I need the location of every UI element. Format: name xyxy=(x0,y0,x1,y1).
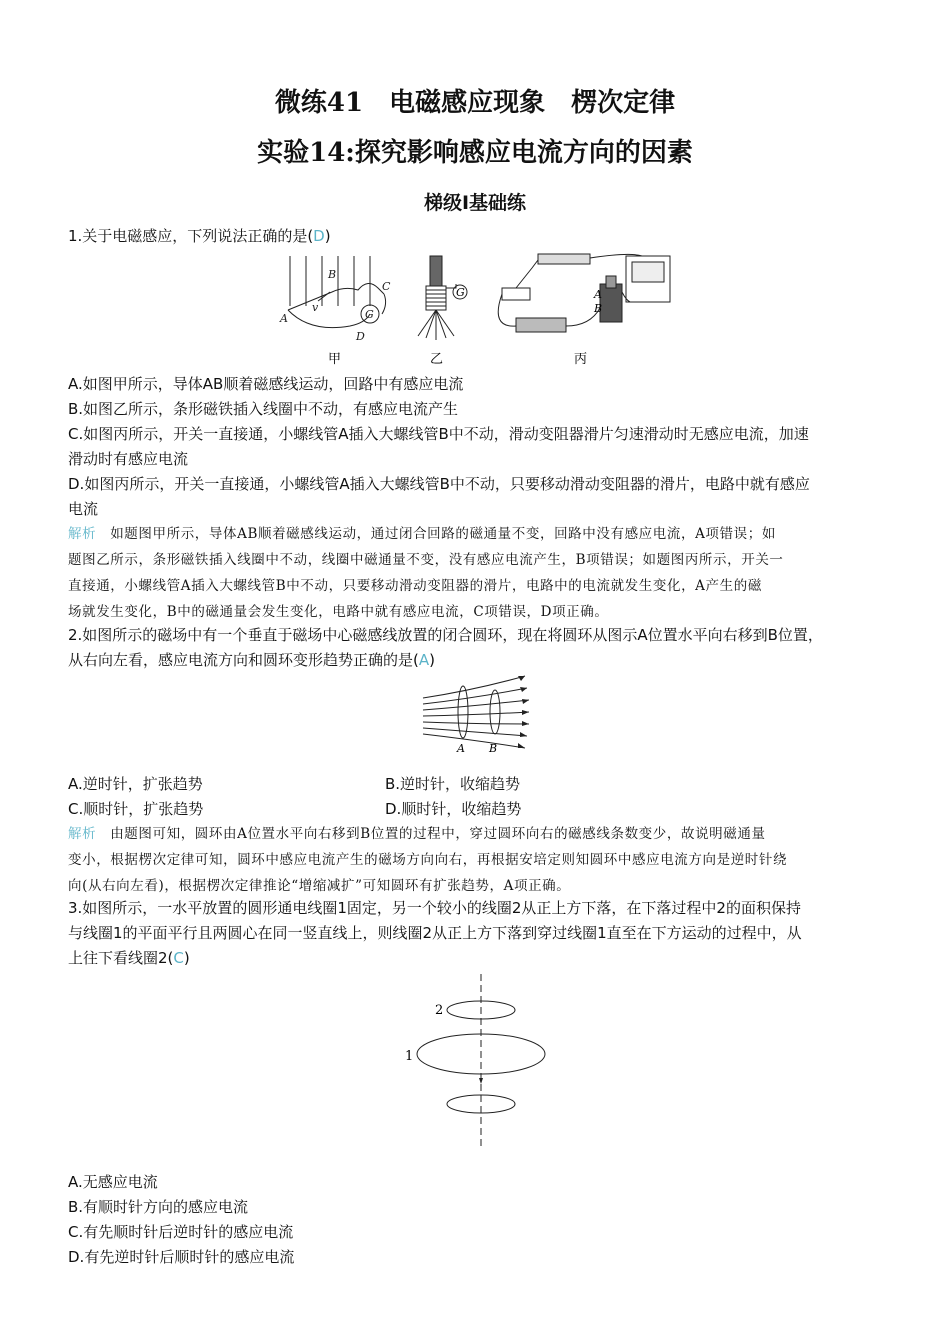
caption-jia: 甲 xyxy=(328,352,342,367)
q3-stem-line3: 上往下看线圈2(C) xyxy=(68,949,190,967)
q1-option-b: B.如图乙所示，条形磁铁插入线圈中不动，有感应电流产生 xyxy=(68,400,459,418)
q1-option-a: A.如图甲所示，导体AB顺着磁感线运动，回路中有感应电流 xyxy=(68,375,464,393)
q3-option-c: C.有先顺时针后逆时针的感应电流 xyxy=(68,1223,294,1241)
q1-option-d-line1: D.如图丙所示，开关一直接通，小螺线管A插入大螺线管B中不动，只要移动滑动变阻器的滑片，电路中就有感应 xyxy=(68,475,810,493)
q3-option-b: B.有顺时针方向的感应电流 xyxy=(68,1198,249,1216)
q3-stem-line2: 与线圈1的平面平行且两圆心在同一竖直线上，则线圈2从正上方下落到穿过线圈1直至在下方运动的过程中，从 xyxy=(68,924,802,942)
q1-answer: D xyxy=(313,227,325,245)
label-g-yi: G xyxy=(456,286,465,299)
q1-analysis-line2: 题图乙所示，条形磁铁插入线圈中不动，线圈中磁通量不变，没有感应电流产生，B项错误；如题图丙所示，开关一 xyxy=(68,552,784,568)
q3-option-d: D.有先逆时针后顺时针的感应电流 xyxy=(68,1248,295,1266)
current-arrow xyxy=(479,1078,483,1084)
q2-analysis-line1: 解析 由题图可知，圆环由A位置水平向右移到B位置的过程中，穿过圆环向右的磁感线条数变少，故说明磁通量 xyxy=(68,826,766,842)
page-subtitle: 实验14:探究影响感应电流方向的因素 xyxy=(257,138,693,168)
caption-yi: 乙 xyxy=(430,352,444,367)
analysis-label: 解析 xyxy=(68,526,97,542)
q2-option-d: D.顺时针，收缩趋势 xyxy=(385,800,522,818)
figure-bing xyxy=(498,254,670,332)
q1-option-c-line1: C.如图丙所示，开关一直接通，小螺线管A插入大螺线管B中不动，滑动变阻器滑片匀速滑动时无感应电流，加速 xyxy=(68,425,809,443)
caption-bing: 丙 xyxy=(574,352,588,367)
q3-stem-line1: 3.如图所示，一水平放置的圆形通电线圈1固定，另一个较小的线圈2从正上方下落，在下落过程中2的面积保持 xyxy=(68,899,801,917)
q2-answer: A xyxy=(418,651,430,669)
page-title: 微练41 电磁感应现象 楞次定律 xyxy=(274,88,676,118)
q2-stem-line2: 从右向左看，感应电流方向和圆环变形趋势正确的是(A) xyxy=(68,651,435,669)
field-arrows xyxy=(518,676,529,748)
label-b-bing: B xyxy=(594,302,603,315)
analysis-label: 解析 xyxy=(68,826,97,842)
q2-analysis-line2: 变小，根据楞次定律可知，圆环中感应电流产生的磁场方向向右，再根据安培定则知圆环中感应电流方向是逆时针绕 xyxy=(68,852,788,868)
label-a-bing: A xyxy=(594,288,602,301)
label-coil-1: 1 xyxy=(405,1049,414,1064)
label-coil-2: 2 xyxy=(435,1003,444,1018)
q1-analysis-line1: 解析 如题图甲所示，导体AB顺着磁感线运动，通过闭合回路的磁通量不变，回路中没有感应电流，A项错误；如 xyxy=(68,526,776,542)
svg-text:B: B xyxy=(328,268,337,281)
q1-stem: 1.关于电磁感应，下列说法正确的是(D) xyxy=(68,227,331,245)
q2-option-b: B.逆时针，收缩趋势 xyxy=(385,775,521,793)
svg-text:D: D xyxy=(356,330,365,343)
svg-text:v: v xyxy=(312,301,319,314)
svg-text:G: G xyxy=(365,308,374,321)
q3-figure xyxy=(395,970,565,1148)
q1-analysis-line4: 场就发生变化，B中的磁通量会发生变化，电路中就有感应电流，C项错误，D项正确。 xyxy=(68,604,609,620)
svg-text:A: A xyxy=(280,312,288,325)
label-b: B xyxy=(489,742,498,755)
coil-drawing xyxy=(417,974,545,1146)
level-heading: 梯级Ⅰ基础练 xyxy=(423,192,527,214)
q1-option-d-line2: 电流 xyxy=(68,500,99,518)
q1-option-c-line2: 滑动时有感应电流 xyxy=(68,450,189,468)
label-a: A xyxy=(457,742,465,755)
svg-text:C: C xyxy=(382,280,391,293)
q2-figure xyxy=(415,668,545,758)
q2-stem-line1: 2.如图所示的磁场中有一个垂直于磁场中心磁感线放置的闭合圆环，现在将圆环从图示A位置水平向右移到B位置， xyxy=(68,626,823,644)
q2-analysis-line3: 向(从右向左看)，根据楞次定律推论“增缩减扩”可知圆环有扩张趋势，A项正确。 xyxy=(68,878,571,894)
q3-answer: C xyxy=(173,949,184,967)
q1-figure xyxy=(270,248,690,370)
q2-option-c: C.顺时针，扩张趋势 xyxy=(68,800,204,818)
q2-option-a: A.逆时针，扩张趋势 xyxy=(68,775,203,793)
q3-option-a: A.无感应电流 xyxy=(68,1173,158,1191)
q1-analysis-line3: 直接通，小螺线管A插入大螺线管B中不动，只要移动滑动变阻器的滑片，电路中的电流就发生变化，A产生的磁 xyxy=(68,578,762,594)
field-lines xyxy=(423,676,529,748)
